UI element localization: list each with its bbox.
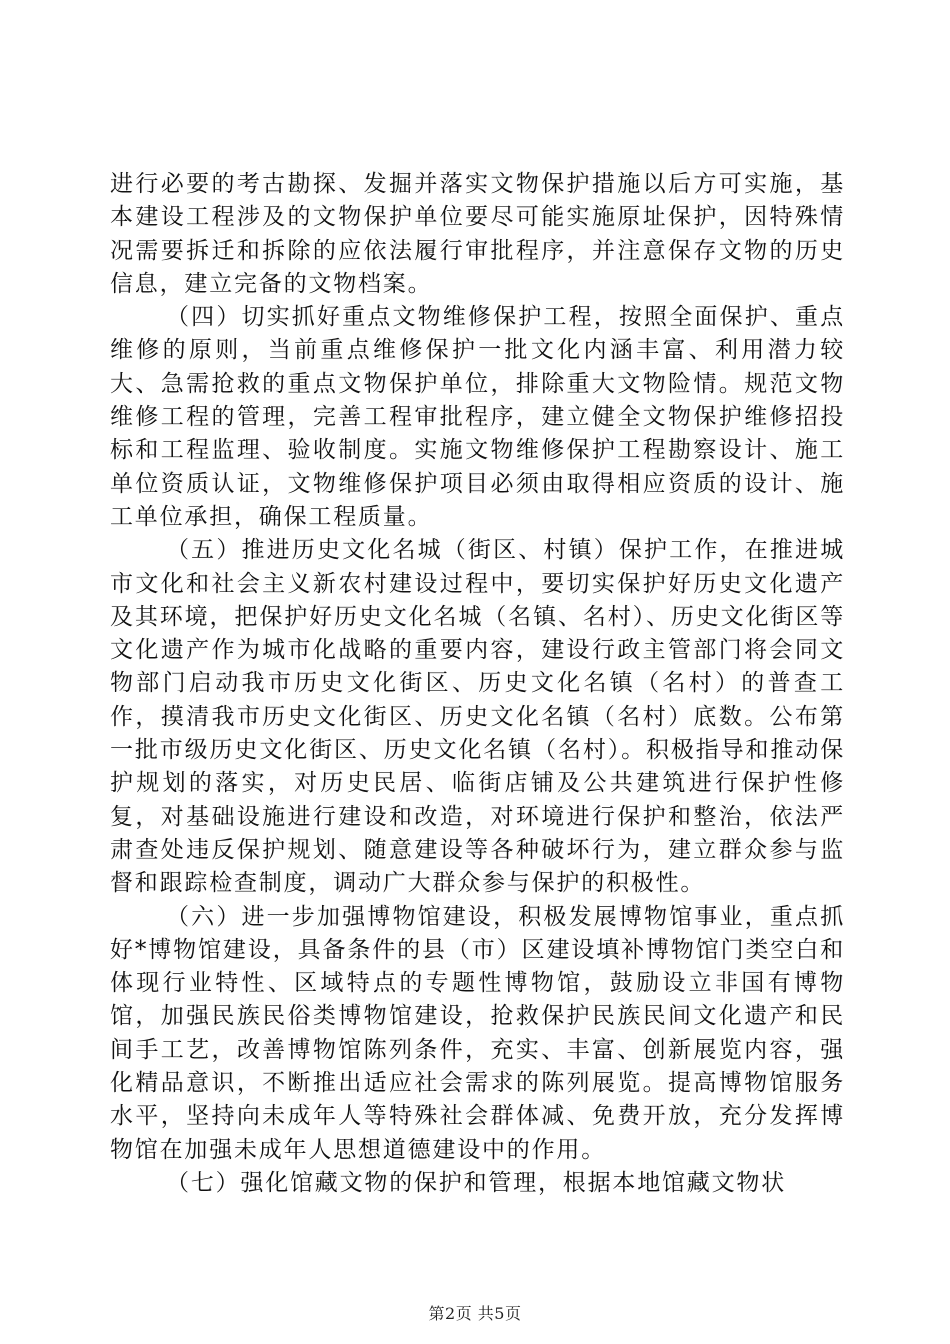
page-footer: 第2页 共5页	[428, 1304, 522, 1323]
paragraph-section-7: （七）强化馆藏文物的保护和管理，根据本地馆藏文物状	[166, 1169, 786, 1196]
paragraph-section-6: （六）进一步加强博物馆建设，积极发展博物馆事业，重点抓好*博物馆建设，具备条件的县（市）区建设填补博物馆门类空白和体现行业特性、区域特点的专题性博物馆，鼓励设立非国有博物馆，加强民族民俗类博物馆建设，抢救保护民族民间文化遗产和民间手工艺，改善博物馆陈列条件，充实、丰富、创新展览内容，强化精品意识，不断推出适应社会需求的陈列展览。提高博物馆服务水平，坚持向未成年人等特殊社会群体减、免费开放，充分发挥博物馆在加强未成年人思想道德建设中的作用。	[110, 903, 845, 1163]
paragraph-section-5: （五）推进历史文化名城（街区、村镇）保护工作，在推进城市文化和社会主义新农村建设过程中，要切实保护好历史文化遗产及其环境，把保护好历史文化名城（名镇、名村）、历史文化街区等文化遗产作为城市化战略的重要内容，建设行政主管部门将会同文物部门启动我市历史文化街区、历史文化名镇（名村）的普查工作，摸清我市历史文化街区、历史文化名镇（名村）底数。公布第一批市级历史文化街区、历史文化名镇（名村）。积极指导和推动保护规划的落实，对历史民居、临街店铺及公共建筑进行保护性修复，对基础设施进行建设和改造，对环境进行保护和整治，依法严肃查处违反保护规划、随意建设等各种破坏行为，建立群众参与监督和跟踪检查制度，调动广大群众参与保护的积极性。	[110, 537, 845, 897]
paragraph-continuation: 进行必要的考古勘探、发掘并落实文物保护措施以后方可实施，基本建设工程涉及的文物保护单位要尽可能实施原址保护，因特殊情况需要拆迁和拆除的应依法履行审批程序，并注意保存文物的历史信息，建立完备的文物档案。	[110, 171, 845, 297]
paragraph-section-4: （四）切实抓好重点文物维修保护工程，按照全面保护、重点维修的原则，当前重点维修保护一批文化内涵丰富、利用潜力较大、急需抢救的重点文物保护单位，排除重大文物险情。规范文物维修工程的管理，完善工程审批程序，建立健全文物保护维修招投标和工程监理、验收制度。实施文物维修保护工程勘察设计、施工单位资质认证，文物维修保护项目必须由取得相应资质的设计、施工单位承担，确保工程质量。	[110, 304, 845, 530]
document-body	[110, 168, 845, 1200]
